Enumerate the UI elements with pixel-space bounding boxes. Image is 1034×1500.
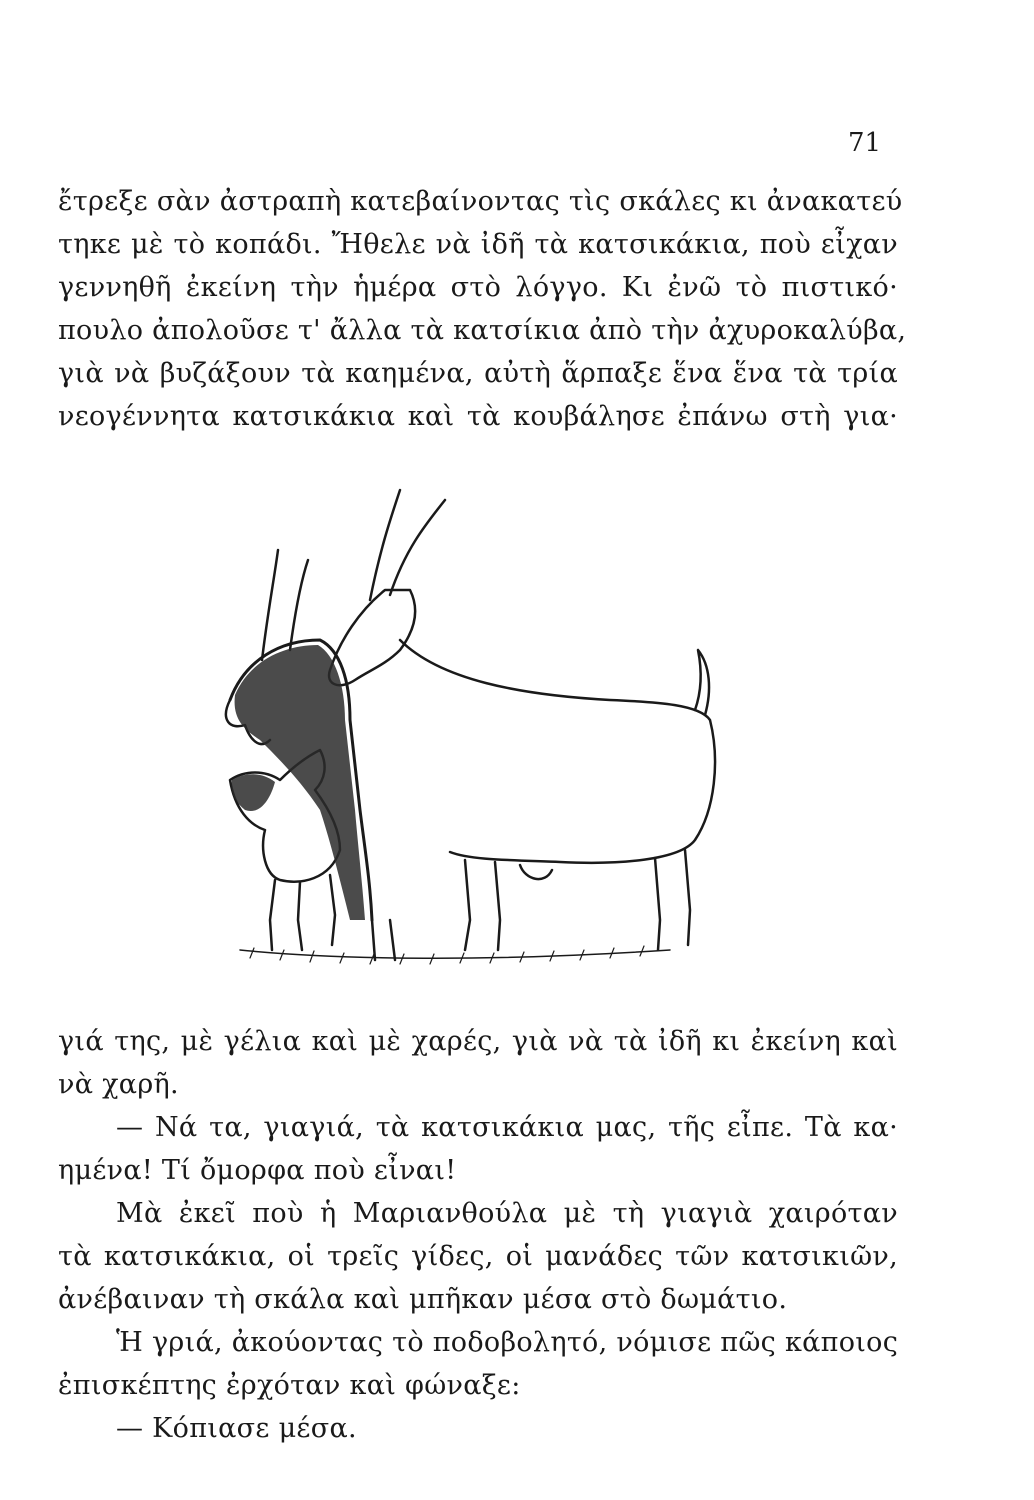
text-line: γιὰ νὰ βυζάξουν τὰ καημένα, αὐτὴ ἅρπαξε ἕνα ἕνα τὰ τρία (58, 358, 898, 389)
top-paragraph (58, 180, 907, 438)
text-line: ἔτρεξε σὰν ἀστραπὴ κατεβαίνοντας τὶς σκάλες κι ἀνακατεύ (58, 186, 903, 217)
text-line: πουλο ἀπολοῦσε τ' ἄλλα τὰ κατσίκια ἀπὸ τὴν ἀχυροκαλύβα, (58, 315, 907, 346)
text-line: ἀνέβαιναν τὴ σκάλα καὶ μπῆκαν μέσα στὸ δωμάτιο. (58, 1284, 788, 1315)
text-line: ἐπισκέπτης ἐρχόταν καὶ φώναξε: (58, 1370, 521, 1401)
text-line: — Κόπιασε μέσα. (116, 1413, 357, 1444)
page-number: 71 (848, 128, 882, 158)
text-line: γεννηθῆ ἐκείνη τὴν ἡμέρα στὸ λόγγο. Κι ἐνῶ τὸ πιστικό· (58, 272, 898, 303)
text-line: ημένα! Τί ὄμορφα ποὺ εἶναι! (58, 1155, 457, 1186)
text-line: Ἡ γριά, ἀκούοντας τὸ ποδοβολητό, νόμισε πῶς κάποιος (116, 1327, 899, 1358)
text-line: τὰ κατσικάκια, οἱ τρεῖς γίδες, οἱ μανάδες τῶν κατσικιῶν, (58, 1241, 898, 1272)
text-line: νὰ χαρῆ. (58, 1069, 179, 1100)
bottom-paragraph (58, 1020, 898, 1450)
goats-illustration (190, 480, 730, 990)
text-line: Μὰ ἐκεῖ ποὺ ἡ Μαριανθούλα μὲ τὴ γιαγιὰ χαιρόταν (116, 1198, 898, 1229)
text-line: — Νά τα, γιαγιά, τὰ κατσικάκια μας, τῆς εἶπε. Τὰ κα· (116, 1112, 898, 1143)
text-line: γιά της, μὲ γέλια καὶ μὲ χαρές, γιὰ νὰ τὰ ἰδῆ κι ἐκείνη καὶ (58, 1026, 898, 1057)
text-line: τηκε μὲ τὸ κοπάδι. Ἤθελε νὰ ἰδῆ τὰ κατσικάκια, ποὺ εἶχαν (58, 229, 898, 260)
text-line: νεογέννητα κατσικάκια καὶ τὰ κουβάλησε ἐπάνω στὴ για· (58, 401, 898, 432)
